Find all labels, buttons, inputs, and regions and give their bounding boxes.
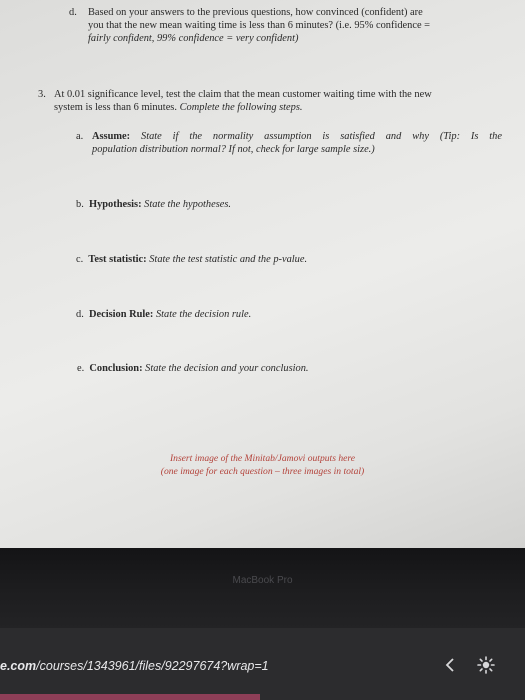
step-c-text: State the test statistic and the p-value. [149, 254, 308, 265]
question-d-label: d. [69, 7, 77, 18]
step-c-title: Test statistic: [88, 254, 147, 265]
question-d-line2: you that the new mean waiting time is less than 6 minutes? (i.e. 95% confidence = [88, 20, 431, 31]
step-a-title: Assume: [92, 131, 131, 142]
step-d-title: Decision Rule: [89, 309, 154, 320]
step-a-line1: State if the normality assumption is satisfied and why (Tip: Is the [141, 131, 502, 142]
brightness-icon[interactable] [477, 656, 495, 678]
question-3-line2: system is less than 6 minutes. [54, 102, 177, 113]
step-e [77, 362, 309, 375]
question-d-line3: fairly confident, 99% confidence = very confident) [88, 33, 299, 44]
step-e-text: State the decision and your conclusion. [145, 363, 309, 374]
step-a [92, 130, 502, 156]
step-e-title: Conclusion: [89, 363, 143, 374]
url-path: /courses/1343961/files/92297674?wrap=1 [36, 659, 269, 673]
url-text[interactable] [0, 659, 269, 673]
step-b [76, 198, 231, 211]
step-d [76, 308, 251, 321]
question-3-instruction: Complete the following steps. [179, 102, 303, 113]
question-3-number: 3. [38, 89, 46, 100]
step-b-title: Hypothesis: [89, 199, 142, 210]
step-a-line2: population distribution normal? If not, check for large sample size.) [92, 144, 375, 155]
step-d-text: State the decision rule. [155, 309, 252, 320]
step-e-label: e. [77, 363, 85, 374]
laptop-bezel [0, 548, 525, 628]
step-c-label: c. [76, 254, 84, 265]
step-b-label: b. [76, 199, 84, 210]
note-line1: Insert image of the Minitab/Jamovi outputs here [169, 453, 356, 464]
url-domain: e.com [0, 659, 37, 673]
touch-bar-accent [0, 694, 260, 700]
note-line2: (one image for each question – three images in total) [160, 466, 365, 477]
chevron-left-icon[interactable] [445, 657, 455, 677]
step-c [76, 253, 307, 266]
step-a-label: a. [76, 131, 84, 142]
question-3 [54, 88, 504, 114]
question-3-line1: At 0.01 significance level, test the claim that the mean customer waiting time with the new [54, 89, 432, 100]
question-d [88, 6, 508, 45]
question-d-line1: Based on your answers to the previous questions, how convinced (confident) are [88, 7, 423, 18]
laptop-brand: MacBook Pro [232, 575, 293, 586]
step-d-label: d. [76, 309, 84, 320]
insert-image-note [0, 452, 525, 478]
step-b-text: State the hypotheses. [144, 199, 232, 210]
